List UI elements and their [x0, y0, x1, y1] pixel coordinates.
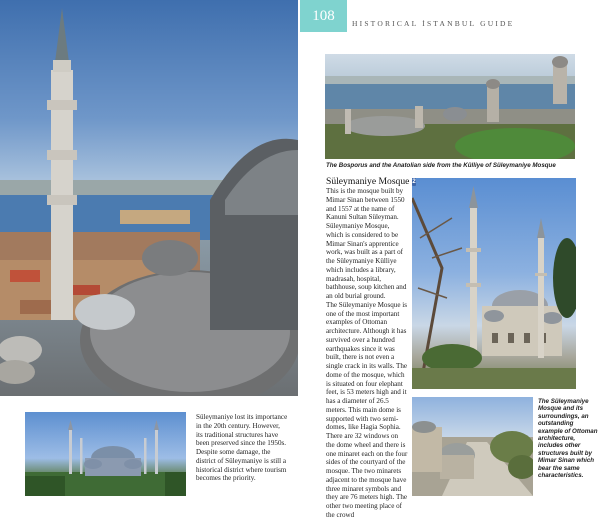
reference-badge: 2 [412, 178, 416, 185]
page-number: 108 [312, 7, 335, 24]
mosque-courtyard-illustration [412, 397, 533, 496]
bosphorus-illustration [325, 54, 575, 159]
mosque-skyline-illustration [25, 412, 186, 496]
article-paragraph: This is the mosque built by Mimar Sinan between 1550 and 1557 at the name of Kanuni Sultan Süleyman. Süleymaniye Mosque, which is considered to be Mimar Sinan's apprentice work, was built as a part of the Süleymaniye Külliye which includes a library, madrasah, hospital, bathhouse, soup kitchen and an old burial ground. [326, 187, 407, 300]
suleymaniye-mosque-photo [412, 178, 576, 389]
section-heading: Süleymaniye Mosque [326, 176, 410, 187]
bosphorus-caption: The Bosporus and the Anatolian side from the Külliye of Süleymaniye Mosque [326, 162, 556, 169]
mosque-minaret-illustration [0, 0, 298, 396]
mosque-minaret-photo [0, 0, 298, 396]
section-heading-row [326, 176, 416, 187]
mosque-side-caption: The Süleymaniye Mosque and its surroundings, an outstanding example of Ottoman architecture, includes other structures built by Mimar Sinan which bear the same characteristics. [538, 398, 598, 480]
suleymaniye-mosque-illustration [412, 178, 576, 389]
mosque-courtyard-photo [412, 397, 533, 496]
article-paragraph: The Süleymaniye Mosque is one of the most important examples of Ottoman architecture. Although it has survived over a hundred earthquakes since it was built, there is not even a single crack in its walls. The dome of the mosque, which is situated on four elephant feet, is 53 meters high and it has a diameter of 26.5 meters. This main dome is supported with two semi-domes, like Hagia Sophia. There are 32 windows on the dome wheel and there is one minaret each on the four sides of the courtyard of the mosque. The two minarets adjacent to the mosque have three minaret symbols and they are 76 meters high. The other two meeting place of the crowd [326, 300, 408, 519]
article-continuation [196, 413, 288, 483]
article-body [326, 187, 408, 520]
bosphorus-photo [325, 54, 575, 159]
running-title: HISTORICAL İSTANBUL GUIDE [352, 19, 515, 28]
continuation-paragraph: Süleymaniye lost its importance in the 20th century. However, its traditional structures have been preserved since the 1950s. Despite some damage, the district of Süleymaniye is still a historical district where tourism becomes the priority. [196, 413, 288, 483]
mosque-skyline-photo [25, 412, 186, 496]
page-number-box [300, 0, 347, 32]
